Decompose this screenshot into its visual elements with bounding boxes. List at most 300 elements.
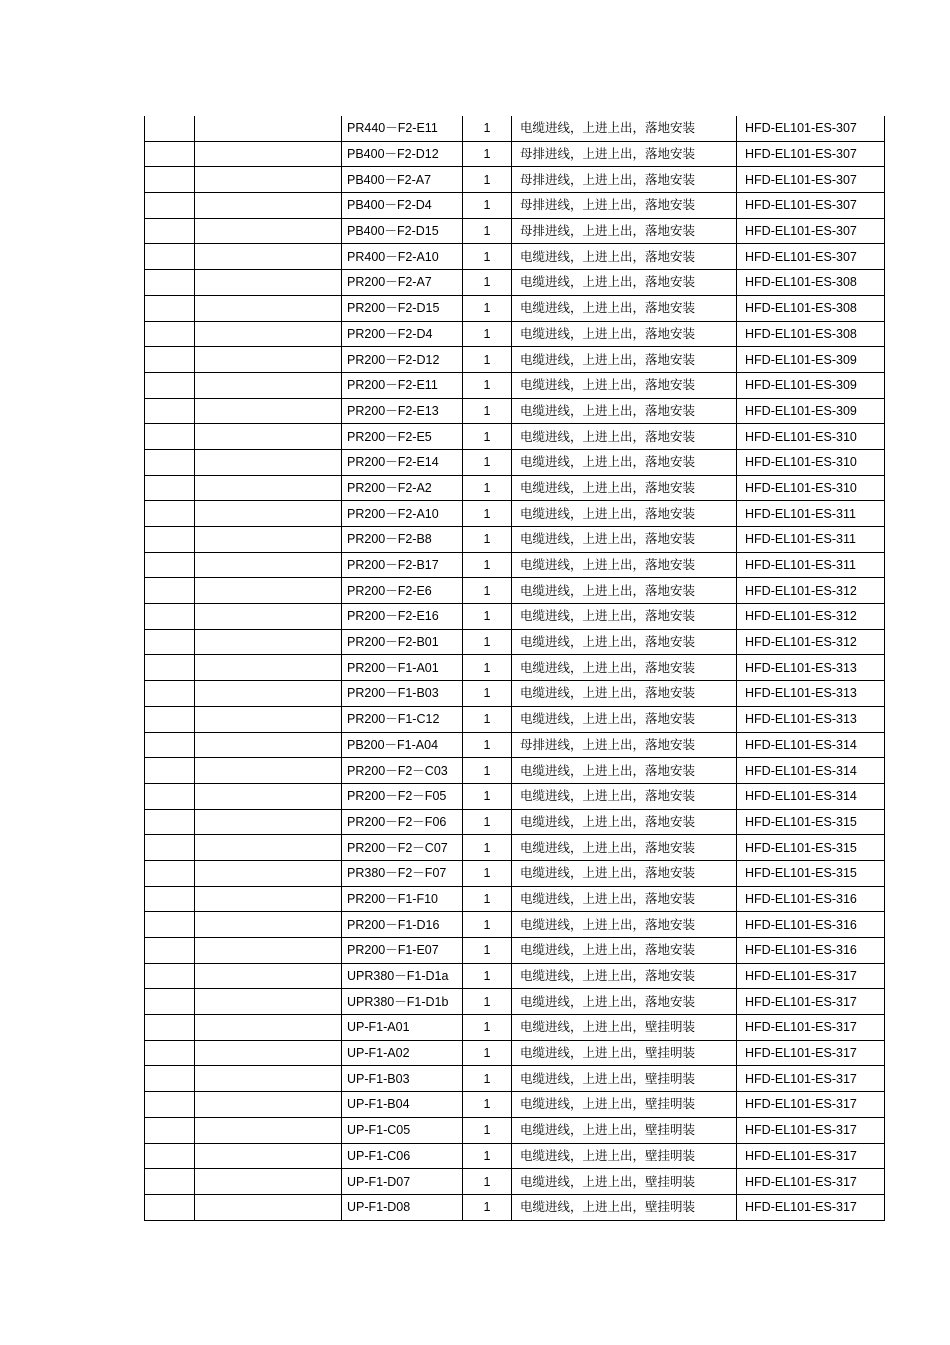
panel-code-cell: PR200－F2-D12 bbox=[342, 347, 463, 373]
table-row bbox=[145, 1015, 885, 1041]
description-cell: 电缆进线，上进上出，壁挂明装 bbox=[512, 1066, 737, 1092]
description-cell: 电缆进线，上进上出，落地安装 bbox=[512, 295, 737, 321]
panel-code-cell: PR200－F2-A7 bbox=[342, 270, 463, 296]
table-row bbox=[145, 681, 885, 707]
panel-code-cell: PR200－F2-B01 bbox=[342, 629, 463, 655]
row-index-cell bbox=[145, 398, 195, 424]
name-cell bbox=[195, 681, 342, 707]
panel-code-cell: PR200－F2-E5 bbox=[342, 424, 463, 450]
quantity-cell: 1 bbox=[463, 604, 512, 630]
drawing-ref-cell: HFD-EL101-ES-311 bbox=[737, 501, 885, 527]
quantity-cell: 1 bbox=[463, 758, 512, 784]
description-cell: 电缆进线，上进上出，落地安装 bbox=[512, 758, 737, 784]
row-index-cell bbox=[145, 1015, 195, 1041]
description-cell: 电缆进线，上进上出，落地安装 bbox=[512, 321, 737, 347]
quantity-cell: 1 bbox=[463, 1117, 512, 1143]
table-row bbox=[145, 860, 885, 886]
quantity-cell: 1 bbox=[463, 244, 512, 270]
panel-code-cell: PR400－F2-A10 bbox=[342, 244, 463, 270]
panel-code-cell: UP-F1-D08 bbox=[342, 1194, 463, 1220]
quantity-cell: 1 bbox=[463, 295, 512, 321]
row-index-cell bbox=[145, 886, 195, 912]
name-cell bbox=[195, 758, 342, 784]
drawing-ref-cell: HFD-EL101-ES-315 bbox=[737, 835, 885, 861]
name-cell bbox=[195, 655, 342, 681]
row-index-cell bbox=[145, 835, 195, 861]
table-row bbox=[145, 372, 885, 398]
table-row bbox=[145, 604, 885, 630]
name-cell bbox=[195, 475, 342, 501]
drawing-ref-cell: HFD-EL101-ES-313 bbox=[737, 706, 885, 732]
panel-code-cell: PR200－F2-D4 bbox=[342, 321, 463, 347]
name-cell bbox=[195, 321, 342, 347]
quantity-cell: 1 bbox=[463, 552, 512, 578]
description-cell: 电缆进线，上进上出，落地安装 bbox=[512, 475, 737, 501]
panel-code-cell: PR200－F1-C12 bbox=[342, 706, 463, 732]
name-cell bbox=[195, 783, 342, 809]
table-row bbox=[145, 1169, 885, 1195]
row-index-cell bbox=[145, 449, 195, 475]
name-cell bbox=[195, 1143, 342, 1169]
row-index-cell bbox=[145, 629, 195, 655]
name-cell bbox=[195, 629, 342, 655]
quantity-cell: 1 bbox=[463, 629, 512, 655]
panel-code-cell: PB400－F2-D4 bbox=[342, 193, 463, 219]
table-row bbox=[145, 270, 885, 296]
quantity-cell: 1 bbox=[463, 449, 512, 475]
name-cell bbox=[195, 244, 342, 270]
panel-code-cell: PR200－F2－F05 bbox=[342, 783, 463, 809]
name-cell bbox=[195, 347, 342, 373]
description-cell: 电缆进线，上进上出，落地安装 bbox=[512, 938, 737, 964]
name-cell bbox=[195, 1117, 342, 1143]
row-index-cell bbox=[145, 552, 195, 578]
panel-code-cell: PR200－F2-E6 bbox=[342, 578, 463, 604]
drawing-ref-cell: HFD-EL101-ES-308 bbox=[737, 321, 885, 347]
drawing-ref-cell: HFD-EL101-ES-309 bbox=[737, 372, 885, 398]
drawing-ref-cell: HFD-EL101-ES-313 bbox=[737, 681, 885, 707]
table-row bbox=[145, 783, 885, 809]
panel-code-cell: PB400－F2-D15 bbox=[342, 218, 463, 244]
row-index-cell bbox=[145, 218, 195, 244]
drawing-ref-cell: HFD-EL101-ES-317 bbox=[737, 963, 885, 989]
name-cell bbox=[195, 604, 342, 630]
row-index-cell bbox=[145, 578, 195, 604]
panel-code-cell: UPR380－F1-D1b bbox=[342, 989, 463, 1015]
quantity-cell: 1 bbox=[463, 527, 512, 553]
row-index-cell bbox=[145, 372, 195, 398]
row-index-cell bbox=[145, 347, 195, 373]
quantity-cell: 1 bbox=[463, 963, 512, 989]
drawing-ref-cell: HFD-EL101-ES-311 bbox=[737, 527, 885, 553]
row-index-cell bbox=[145, 912, 195, 938]
description-cell: 电缆进线，上进上出，落地安装 bbox=[512, 989, 737, 1015]
row-index-cell bbox=[145, 860, 195, 886]
panel-code-cell: PR200－F2－C03 bbox=[342, 758, 463, 784]
name-cell bbox=[195, 732, 342, 758]
description-cell: 电缆进线，上进上出，落地安装 bbox=[512, 835, 737, 861]
table-row bbox=[145, 629, 885, 655]
quantity-cell: 1 bbox=[463, 116, 512, 141]
table-row bbox=[145, 527, 885, 553]
description-cell: 电缆进线，上进上出，壁挂明装 bbox=[512, 1092, 737, 1118]
drawing-ref-cell: HFD-EL101-ES-317 bbox=[737, 1040, 885, 1066]
drawing-ref-cell: HFD-EL101-ES-315 bbox=[737, 860, 885, 886]
name-cell bbox=[195, 1092, 342, 1118]
drawing-ref-cell: HFD-EL101-ES-317 bbox=[737, 989, 885, 1015]
name-cell bbox=[195, 809, 342, 835]
table-row bbox=[145, 706, 885, 732]
quantity-cell: 1 bbox=[463, 938, 512, 964]
drawing-ref-cell: HFD-EL101-ES-307 bbox=[737, 218, 885, 244]
row-index-cell bbox=[145, 758, 195, 784]
description-cell: 电缆进线，上进上出，壁挂明装 bbox=[512, 1169, 737, 1195]
panel-code-cell: PR440－F2-E11 bbox=[342, 116, 463, 141]
description-cell: 电缆进线，上进上出，落地安装 bbox=[512, 372, 737, 398]
quantity-cell: 1 bbox=[463, 732, 512, 758]
description-cell: 电缆进线，上进上出，落地安装 bbox=[512, 244, 737, 270]
table-row bbox=[145, 193, 885, 219]
panel-code-cell: PB400－F2-D12 bbox=[342, 141, 463, 167]
name-cell bbox=[195, 270, 342, 296]
name-cell bbox=[195, 193, 342, 219]
drawing-ref-cell: HFD-EL101-ES-312 bbox=[737, 578, 885, 604]
table-row bbox=[145, 398, 885, 424]
quantity-cell: 1 bbox=[463, 141, 512, 167]
panel-code-cell: UP-F1-D07 bbox=[342, 1169, 463, 1195]
description-cell: 电缆进线，上进上出，落地安装 bbox=[512, 860, 737, 886]
quantity-cell: 1 bbox=[463, 655, 512, 681]
drawing-ref-cell: HFD-EL101-ES-317 bbox=[737, 1194, 885, 1220]
description-cell: 电缆进线，上进上出，落地安装 bbox=[512, 424, 737, 450]
quantity-cell: 1 bbox=[463, 681, 512, 707]
description-cell: 电缆进线，上进上出，落地安装 bbox=[512, 449, 737, 475]
panel-code-cell: UPR380－F1-D1a bbox=[342, 963, 463, 989]
name-cell bbox=[195, 912, 342, 938]
row-index-cell bbox=[145, 424, 195, 450]
panel-code-cell: PR200－F2－C07 bbox=[342, 835, 463, 861]
table-row bbox=[145, 141, 885, 167]
row-index-cell bbox=[145, 244, 195, 270]
description-cell: 电缆进线，上进上出，落地安装 bbox=[512, 963, 737, 989]
quantity-cell: 1 bbox=[463, 783, 512, 809]
panel-code-cell: UP-F1-A02 bbox=[342, 1040, 463, 1066]
quantity-cell: 1 bbox=[463, 1040, 512, 1066]
quantity-cell: 1 bbox=[463, 167, 512, 193]
name-cell bbox=[195, 116, 342, 141]
drawing-ref-cell: HFD-EL101-ES-317 bbox=[737, 1092, 885, 1118]
quantity-cell: 1 bbox=[463, 809, 512, 835]
quantity-cell: 1 bbox=[463, 1194, 512, 1220]
table-row bbox=[145, 1194, 885, 1220]
name-cell bbox=[195, 578, 342, 604]
description-cell: 电缆进线，上进上出，壁挂明装 bbox=[512, 1040, 737, 1066]
panel-code-cell: PR200－F1-F10 bbox=[342, 886, 463, 912]
drawing-ref-cell: HFD-EL101-ES-311 bbox=[737, 552, 885, 578]
table-row bbox=[145, 244, 885, 270]
table-row bbox=[145, 989, 885, 1015]
row-index-cell bbox=[145, 1092, 195, 1118]
description-cell: 电缆进线，上进上出，落地安装 bbox=[512, 347, 737, 373]
table-row bbox=[145, 912, 885, 938]
row-index-cell bbox=[145, 501, 195, 527]
row-index-cell bbox=[145, 681, 195, 707]
name-cell bbox=[195, 1040, 342, 1066]
table-body bbox=[145, 116, 885, 1220]
description-cell: 电缆进线，上进上出，落地安装 bbox=[512, 116, 737, 141]
quantity-cell: 1 bbox=[463, 501, 512, 527]
panel-code-cell: PR200－F1-E07 bbox=[342, 938, 463, 964]
table-row bbox=[145, 1066, 885, 1092]
drawing-ref-cell: HFD-EL101-ES-312 bbox=[737, 604, 885, 630]
drawing-ref-cell: HFD-EL101-ES-312 bbox=[737, 629, 885, 655]
drawing-ref-cell: HFD-EL101-ES-307 bbox=[737, 167, 885, 193]
description-cell: 电缆进线，上进上出，落地安装 bbox=[512, 886, 737, 912]
panel-code-cell: PR200－F2－F06 bbox=[342, 809, 463, 835]
description-cell: 电缆进线，上进上出，落地安装 bbox=[512, 681, 737, 707]
panel-code-cell: PR200－F1-D16 bbox=[342, 912, 463, 938]
description-cell: 电缆进线，上进上出，落地安装 bbox=[512, 501, 737, 527]
row-index-cell bbox=[145, 270, 195, 296]
name-cell bbox=[195, 141, 342, 167]
name-cell bbox=[195, 706, 342, 732]
table-row bbox=[145, 295, 885, 321]
quantity-cell: 1 bbox=[463, 193, 512, 219]
quantity-cell: 1 bbox=[463, 1143, 512, 1169]
panel-code-cell: PR200－F2-E16 bbox=[342, 604, 463, 630]
table-row bbox=[145, 938, 885, 964]
name-cell bbox=[195, 527, 342, 553]
panel-code-cell: PB400－F2-A7 bbox=[342, 167, 463, 193]
table-row bbox=[145, 167, 885, 193]
drawing-ref-cell: HFD-EL101-ES-314 bbox=[737, 758, 885, 784]
name-cell bbox=[195, 167, 342, 193]
description-cell: 母排进线，上进上出，落地安装 bbox=[512, 218, 737, 244]
drawing-ref-cell: HFD-EL101-ES-317 bbox=[737, 1117, 885, 1143]
quantity-cell: 1 bbox=[463, 835, 512, 861]
table-row bbox=[145, 886, 885, 912]
table-row bbox=[145, 578, 885, 604]
drawing-ref-cell: HFD-EL101-ES-308 bbox=[737, 295, 885, 321]
quantity-cell: 1 bbox=[463, 912, 512, 938]
quantity-cell: 1 bbox=[463, 372, 512, 398]
name-cell bbox=[195, 938, 342, 964]
quantity-cell: 1 bbox=[463, 321, 512, 347]
quantity-cell: 1 bbox=[463, 475, 512, 501]
panel-code-cell: UP-F1-B04 bbox=[342, 1092, 463, 1118]
table-row bbox=[145, 835, 885, 861]
table-row bbox=[145, 475, 885, 501]
row-index-cell bbox=[145, 1194, 195, 1220]
drawing-ref-cell: HFD-EL101-ES-317 bbox=[737, 1169, 885, 1195]
name-cell bbox=[195, 860, 342, 886]
quantity-cell: 1 bbox=[463, 270, 512, 296]
table-row bbox=[145, 501, 885, 527]
description-cell: 电缆进线，上进上出，落地安装 bbox=[512, 655, 737, 681]
name-cell bbox=[195, 1169, 342, 1195]
row-index-cell bbox=[145, 321, 195, 347]
name-cell bbox=[195, 1015, 342, 1041]
panel-code-cell: PR200－F2-A10 bbox=[342, 501, 463, 527]
drawing-ref-cell: HFD-EL101-ES-314 bbox=[737, 783, 885, 809]
table-row bbox=[145, 116, 885, 141]
table-row bbox=[145, 347, 885, 373]
description-cell: 电缆进线，上进上出，落地安装 bbox=[512, 398, 737, 424]
panel-code-cell: PR200－F1-A01 bbox=[342, 655, 463, 681]
drawing-ref-cell: HFD-EL101-ES-317 bbox=[737, 1066, 885, 1092]
name-cell bbox=[195, 989, 342, 1015]
table-row bbox=[145, 424, 885, 450]
drawing-ref-cell: HFD-EL101-ES-313 bbox=[737, 655, 885, 681]
quantity-cell: 1 bbox=[463, 706, 512, 732]
drawing-ref-cell: HFD-EL101-ES-308 bbox=[737, 270, 885, 296]
drawing-ref-cell: HFD-EL101-ES-317 bbox=[737, 1015, 885, 1041]
drawing-ref-cell: HFD-EL101-ES-309 bbox=[737, 398, 885, 424]
name-cell bbox=[195, 449, 342, 475]
description-cell: 电缆进线，上进上出，壁挂明装 bbox=[512, 1015, 737, 1041]
drawing-ref-cell: HFD-EL101-ES-316 bbox=[737, 886, 885, 912]
panel-code-cell: UP-F1-B03 bbox=[342, 1066, 463, 1092]
description-cell: 电缆进线，上进上出，落地安装 bbox=[512, 270, 737, 296]
name-cell bbox=[195, 963, 342, 989]
drawing-ref-cell: HFD-EL101-ES-307 bbox=[737, 141, 885, 167]
row-index-cell bbox=[145, 1117, 195, 1143]
description-cell: 电缆进线，上进上出，落地安装 bbox=[512, 809, 737, 835]
quantity-cell: 1 bbox=[463, 1169, 512, 1195]
name-cell bbox=[195, 424, 342, 450]
row-index-cell bbox=[145, 141, 195, 167]
row-index-cell bbox=[145, 655, 195, 681]
description-cell: 电缆进线，上进上出，壁挂明装 bbox=[512, 1143, 737, 1169]
table-row bbox=[145, 1040, 885, 1066]
row-index-cell bbox=[145, 1143, 195, 1169]
drawing-ref-cell: HFD-EL101-ES-314 bbox=[737, 732, 885, 758]
row-index-cell bbox=[145, 783, 195, 809]
drawing-ref-cell: HFD-EL101-ES-315 bbox=[737, 809, 885, 835]
table-row bbox=[145, 758, 885, 784]
row-index-cell bbox=[145, 809, 195, 835]
name-cell bbox=[195, 552, 342, 578]
panel-code-cell: UP-F1-C05 bbox=[342, 1117, 463, 1143]
drawing-ref-cell: HFD-EL101-ES-316 bbox=[737, 938, 885, 964]
description-cell: 电缆进线，上进上出，落地安装 bbox=[512, 552, 737, 578]
row-index-cell bbox=[145, 116, 195, 141]
table-row bbox=[145, 321, 885, 347]
name-cell bbox=[195, 1194, 342, 1220]
table-row bbox=[145, 1143, 885, 1169]
description-cell: 电缆进线，上进上出，落地安装 bbox=[512, 527, 737, 553]
panel-code-cell: UP-F1-C06 bbox=[342, 1143, 463, 1169]
table-row bbox=[145, 1092, 885, 1118]
description-cell: 电缆进线，上进上出，壁挂明装 bbox=[512, 1194, 737, 1220]
quantity-cell: 1 bbox=[463, 398, 512, 424]
quantity-cell: 1 bbox=[463, 1015, 512, 1041]
name-cell bbox=[195, 1066, 342, 1092]
row-index-cell bbox=[145, 295, 195, 321]
table-row bbox=[145, 218, 885, 244]
row-index-cell bbox=[145, 1169, 195, 1195]
panel-code-cell: PR200－F1-B03 bbox=[342, 681, 463, 707]
quantity-cell: 1 bbox=[463, 218, 512, 244]
table-row bbox=[145, 809, 885, 835]
row-index-cell bbox=[145, 167, 195, 193]
quantity-cell: 1 bbox=[463, 424, 512, 450]
name-cell bbox=[195, 398, 342, 424]
panel-code-cell: PR200－F2-B17 bbox=[342, 552, 463, 578]
row-index-cell bbox=[145, 706, 195, 732]
panel-code-cell: PR200－F2-E14 bbox=[342, 449, 463, 475]
row-index-cell bbox=[145, 1066, 195, 1092]
name-cell bbox=[195, 886, 342, 912]
quantity-cell: 1 bbox=[463, 347, 512, 373]
description-cell: 电缆进线，上进上出，落地安装 bbox=[512, 604, 737, 630]
quantity-cell: 1 bbox=[463, 989, 512, 1015]
description-cell: 电缆进线，上进上出，落地安装 bbox=[512, 706, 737, 732]
description-cell: 母排进线，上进上出，落地安装 bbox=[512, 141, 737, 167]
panel-code-cell: UP-F1-A01 bbox=[342, 1015, 463, 1041]
description-cell: 电缆进线，上进上出，落地安装 bbox=[512, 912, 737, 938]
quantity-cell: 1 bbox=[463, 1092, 512, 1118]
table-row bbox=[145, 449, 885, 475]
name-cell bbox=[195, 295, 342, 321]
description-cell: 母排进线，上进上出，落地安装 bbox=[512, 193, 737, 219]
drawing-ref-cell: HFD-EL101-ES-317 bbox=[737, 1143, 885, 1169]
description-cell: 电缆进线，上进上出，落地安装 bbox=[512, 629, 737, 655]
name-cell bbox=[195, 835, 342, 861]
description-cell: 母排进线，上进上出，落地安装 bbox=[512, 167, 737, 193]
drawing-ref-cell: HFD-EL101-ES-309 bbox=[737, 347, 885, 373]
panel-code-cell: PR200－F2-D15 bbox=[342, 295, 463, 321]
table-row bbox=[145, 963, 885, 989]
quantity-cell: 1 bbox=[463, 886, 512, 912]
panel-code-cell: PR200－F2-A2 bbox=[342, 475, 463, 501]
row-index-cell bbox=[145, 193, 195, 219]
row-index-cell bbox=[145, 732, 195, 758]
row-index-cell bbox=[145, 475, 195, 501]
panel-code-cell: PR200－F2-E11 bbox=[342, 372, 463, 398]
row-index-cell bbox=[145, 527, 195, 553]
drawing-ref-cell: HFD-EL101-ES-310 bbox=[737, 449, 885, 475]
drawing-ref-cell: HFD-EL101-ES-316 bbox=[737, 912, 885, 938]
drawing-ref-cell: HFD-EL101-ES-307 bbox=[737, 193, 885, 219]
panel-code-cell: PR380－F2－F07 bbox=[342, 860, 463, 886]
drawing-ref-cell: HFD-EL101-ES-307 bbox=[737, 244, 885, 270]
drawing-ref-cell: HFD-EL101-ES-310 bbox=[737, 424, 885, 450]
drawing-ref-cell: HFD-EL101-ES-307 bbox=[737, 116, 885, 141]
name-cell bbox=[195, 218, 342, 244]
quantity-cell: 1 bbox=[463, 578, 512, 604]
quantity-cell: 1 bbox=[463, 1066, 512, 1092]
panel-code-cell: PR200－F2-B8 bbox=[342, 527, 463, 553]
description-cell: 电缆进线，上进上出，落地安装 bbox=[512, 578, 737, 604]
table-row bbox=[145, 1117, 885, 1143]
table-row bbox=[145, 655, 885, 681]
table-row bbox=[145, 732, 885, 758]
row-index-cell bbox=[145, 604, 195, 630]
name-cell bbox=[195, 501, 342, 527]
drawing-ref-cell: HFD-EL101-ES-310 bbox=[737, 475, 885, 501]
equipment-table bbox=[144, 116, 885, 1221]
quantity-cell: 1 bbox=[463, 860, 512, 886]
description-cell: 电缆进线，上进上出，落地安装 bbox=[512, 783, 737, 809]
panel-code-cell: PR200－F2-E13 bbox=[342, 398, 463, 424]
description-cell: 电缆进线，上进上出，壁挂明装 bbox=[512, 1117, 737, 1143]
row-index-cell bbox=[145, 938, 195, 964]
row-index-cell bbox=[145, 963, 195, 989]
table-row bbox=[145, 552, 885, 578]
row-index-cell bbox=[145, 989, 195, 1015]
panel-code-cell: PB200－F1-A04 bbox=[342, 732, 463, 758]
